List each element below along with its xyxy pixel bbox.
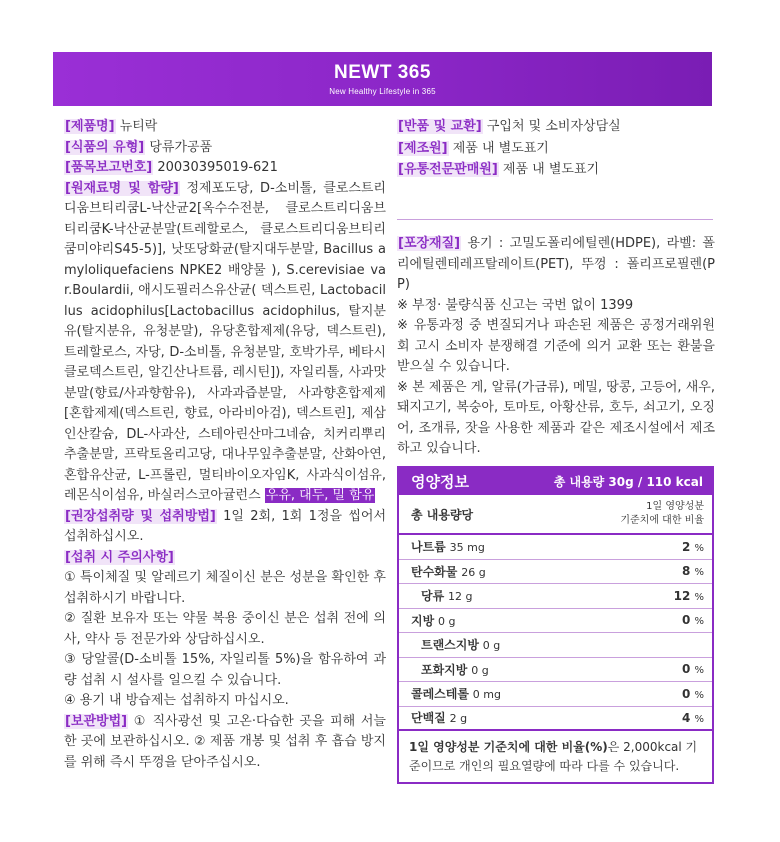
caution-heading-line — [64, 548, 386, 569]
intake-value: 1일 2회, 1회 1정을 씹어서 섭취하십시오. — [64, 508, 387, 544]
nutrient-percent: 0 — [681, 613, 691, 628]
nutrient-percent: 0 — [681, 662, 691, 677]
maker-label: [제조원] — [398, 140, 448, 156]
nutrition-title: 영양정보 — [411, 473, 469, 491]
nutrient-name: 지방 — [411, 613, 435, 628]
percent-unit: % — [694, 542, 704, 554]
percent-unit: % — [694, 567, 704, 579]
storage-label: [보관방법] — [65, 713, 128, 729]
allergen-highlight: 우유, 대두, 밀 함유 — [265, 488, 375, 503]
nutrient-row-protein — [399, 707, 712, 732]
return-value: 구입처 및 소비자상담실 — [482, 119, 621, 134]
return-line — [397, 117, 715, 138]
nutrient-amount: 12 g — [448, 590, 473, 604]
nutrient-name: 콜레스테롤 — [411, 687, 469, 702]
nutrient-amount: 0 mg — [472, 688, 501, 702]
storage-value: ① 직사광선 및 고온·다습한 곳을 피해 서늘한 곳에 보관하십시오. ② 제품 개봉 및 섭취 후 흡습 방지를 위해 즉시 뚜껑을 닫아주십시오. — [64, 713, 386, 770]
percent-unit: % — [694, 665, 704, 677]
percent-unit: % — [694, 616, 704, 628]
distributor-value: 제품 내 별도표기 — [498, 162, 600, 177]
packaging-label: [포장재질] — [398, 236, 461, 251]
nutrient-row-trans-fat — [399, 633, 712, 658]
percent-unit: % — [694, 591, 704, 603]
report-no-line — [64, 158, 386, 179]
nutrient-amount: 0 g — [471, 663, 489, 677]
product-name-value: 뉴티락 — [115, 119, 158, 134]
brand-logo: NEWT 365 — [334, 62, 431, 83]
nutrition-header — [399, 468, 712, 495]
report-no-value: 20030395019-621 — [153, 160, 278, 175]
dv-heading-line1: 1일 영양성분 — [646, 501, 704, 512]
nutrient-percent: 8 — [681, 564, 691, 579]
nutrient-percent: 4 — [681, 710, 691, 725]
nutrient-name: 단백질 — [411, 711, 446, 726]
distributor-line — [397, 160, 715, 181]
nutrient-name: 포화지방 — [421, 662, 468, 677]
nutrient-row-saturated-fat — [399, 658, 712, 683]
nutrient-name: 당류 — [421, 589, 445, 604]
caution-item: ① 특이체질 및 알레르기 체질이신 분은 성분을 확인한 후 섭취하시기 바랍니다. — [64, 570, 386, 606]
nutrient-amount: 35 mg — [449, 541, 485, 555]
label-right-top — [397, 117, 715, 182]
return-label: [반품 및 교환] — [398, 119, 482, 134]
maker-value: 제품 내 별도표기 — [448, 140, 549, 156]
ingredients-value: 정제포도당, D-소비톨, 클로스트리디움브티리쿰L-낙산균2[옥수수전분, 클로스트리디움브티리쿰K-낙산균분말(트레할로스, 클로스트리디움브티리쿰미야리S45-5)], 낫또당화균(탈지대두분말, Bacillus amyloliquefaciens NPKE2 배양물 ), S.cerevisiae var.Boulardii, 애시도필러스유산균( 덱스트린, Lactobacillus acidophilus[Lactobacillus acidophilus, 탈지분유(탈지분유, 유청분말), 유당혼합제제(유당, 덱스트린), 트레할로스, 자당, D-소비톨, 유청분말, 호박가루, 베타시클로덱스트린, 알긴산나트륨, 레시틴]), 자일리톨, 사과맛분말(향료/사과향함유), 사과과즙분말, 사과향혼합제제[혼합제제(덱스트린, 향료, 아라비아검), 덱스트린], 제삼인산칼슘, DL-사과산, 스테아린산마그네슘, 치커리뿌리추출분말, 프락토올리고당, 대나무잎추출분말, 산화아연, 혼합유산균, L-프롤린, 멀티바이오자임K, 사과식이섬유, 레몬식이섬유, 바실러스코아귤런스 — [64, 180, 386, 503]
maker-line — [397, 139, 715, 160]
caution-item: ③ 당알콜(D-소비톨 15%, 자일리톨 5%)을 함유하여 과량 섭취 시 설사를 일으킬 수 있습니다. — [64, 652, 386, 688]
percent-unit: % — [694, 713, 704, 725]
label-left-column — [64, 117, 386, 773]
percent-unit: % — [694, 689, 704, 701]
packaging-line — [397, 234, 715, 296]
report-no-label: [품목보고번호] — [65, 160, 153, 175]
section-divider — [397, 219, 713, 220]
nutrient-name: 트랜스지방 — [421, 638, 479, 653]
brand-tagline: New Healthy Lifestyle in 365 — [329, 87, 436, 96]
nutrient-amount: 0 g — [482, 639, 501, 653]
caution-label: [섭취 시 주의사항] — [65, 549, 174, 565]
nutrition-subheader — [399, 495, 712, 535]
storage-line — [64, 712, 386, 774]
nutrient-row-fat — [399, 609, 712, 634]
nutrient-row-cholesterol — [399, 682, 712, 707]
ingredients-label: [원재료명 및 함량] — [65, 180, 179, 196]
caution-item: ④ 용기 내 방습제는 섭취하지 마십시오. — [64, 693, 289, 708]
nutrient-row-carbohydrate — [399, 560, 712, 585]
nutrition-total: 총 내용량 30g / 110 kcal — [553, 475, 703, 489]
notice-item: ※ 본 제품은 게, 알류(가금류), 메밀, 땅콩, 고등어, 새우, 돼지고기, 복숭아, 토마토, 아황산류, 호두, 쇠고기, 오징어, 조개류, 잣을 사용한 제품과 같은 제조시설에서 제조하고 있습니다. — [397, 379, 715, 456]
footnote-bold: 1일 영양성분 기준치에 대한 비율(%) — [409, 740, 608, 754]
caution-item: ② 질환 보유자 또는 약물 복용 중이신 분은 섭취 전에 의사, 약사 등 전문가와 상담하십시오. — [64, 611, 386, 647]
nutrient-amount: 26 g — [461, 565, 486, 579]
food-type-value: 당류가공품 — [145, 139, 213, 155]
brand-banner — [53, 52, 712, 106]
nutrient-row-sodium — [399, 535, 712, 560]
ingredients-line — [64, 179, 386, 507]
nutrition-footnote — [399, 731, 712, 776]
nutrient-amount: 2 g — [449, 712, 468, 726]
nutrition-facts-table — [397, 466, 714, 784]
intake-label: [권장섭취량 및 섭취방법] — [65, 508, 216, 524]
nutrition-basis: 총 내용량당 — [411, 507, 474, 522]
distributor-label: [유통전문판매원] — [398, 162, 498, 177]
nutrition-dv-heading — [620, 500, 704, 528]
nutrient-percent: 0 — [681, 686, 691, 701]
notice-item: ※ 유통과정 중 변질되거나 파손된 제품은 공정거래위원회 고시 소비자 분쟁해결 기준에 의거 교환 또는 환불을 받으실 수 있습니다. — [397, 318, 715, 374]
nutrient-name: 탄수화물 — [411, 564, 458, 579]
nutrient-percent: 12 — [673, 588, 691, 603]
food-type-line — [64, 138, 386, 159]
product-name-line — [64, 117, 386, 138]
dv-heading-line2: 기준치에 대한 비율 — [620, 515, 704, 526]
label-right-mid — [397, 234, 715, 460]
product-name-label: [제품명] — [65, 119, 115, 134]
packaging-value: 용기 : 고밀도폴리에틸렌(HDPE), 라벨: 폴리에틸렌테레프탈레이트(PET), 뚜껑 : 폴리프로필렌(PP) — [397, 236, 715, 292]
notice-item: ※ 부정· 불량식품 신고는 국번 없이 1399 — [397, 297, 634, 313]
nutrient-row-sugars — [399, 584, 712, 609]
intake-line — [64, 507, 386, 548]
nutrient-percent: 2 — [681, 539, 691, 554]
nutrient-amount: 0 g — [438, 614, 456, 628]
food-type-label: [식품의 유형] — [65, 139, 145, 155]
footnote-rest: 은 2,000kcal 기준이므로 개인의 필요열량에 따라 다를 수 있습니다. — [409, 740, 698, 773]
nutrient-name: 나트륨 — [411, 540, 446, 555]
